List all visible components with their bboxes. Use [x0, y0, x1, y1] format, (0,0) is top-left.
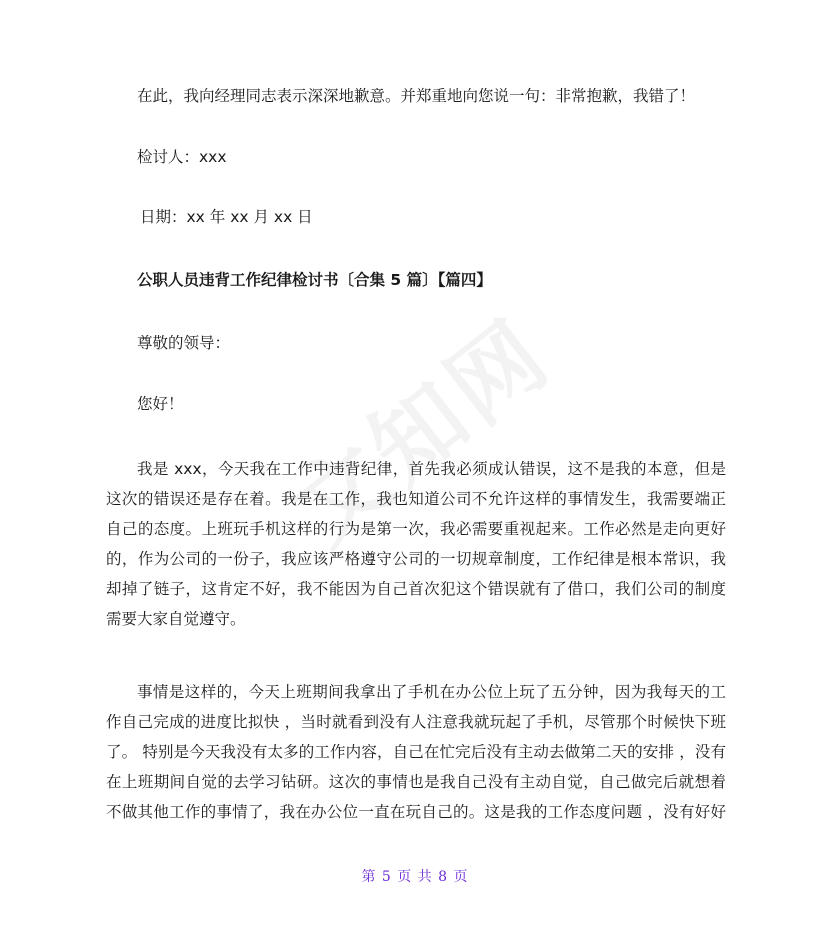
paragraph-2-line: 不做其他工作的事情了，我在办公位一直在玩自己的。这是我的工作态度问题 ，没有好好: [106, 803, 726, 821]
paragraph-1-line: 需要大家自觉遵守。: [106, 610, 246, 628]
paragraph-1-line: 却掉了链子，这肯定不好，我不能因为自己首次犯这个错误就有了借口，我们公司的制度: [106, 580, 726, 598]
apology-line: 在此，我向经理同志表示深深地歉意。并郑重地向您说一句：非常抱歉，我错了！: [137, 87, 696, 105]
reviewer-line: 检讨人：xxx: [137, 148, 227, 166]
paragraph-2: [106, 677, 726, 827]
paragraph-1-line: 自己的态度。上班玩手机这样的行为是第一次，我必需要重视起来。工作必然是走向更好: [106, 520, 726, 538]
paragraph-2-line: 了。 特别是今天我没有太多的工作内容，自己在忙完后没有主动去做第二天的安排 ，没有: [106, 743, 726, 761]
section-title: 公职人员违背工作纪律检讨书〔合集 5 篇〕【篇四】: [137, 271, 492, 289]
paragraph-1-line: 我是 xxx，今天我在工作中违背纪律，首先我必须成认错误，这不是我的本意，但是: [137, 460, 726, 478]
paragraph-2-line: 在上班期间自觉的去学习钻研。这次的事情也是我自己没有主动自觉，自己做完后就想着: [106, 773, 726, 791]
greeting: 您好！: [137, 395, 184, 413]
paragraph-2-line: 事情是这样的，今天上班期间我拿出了手机在办公位上玩了五分钟，因为我每天的工: [137, 683, 726, 701]
salutation: 尊敬的领导：: [137, 334, 231, 352]
paragraph-2-line: 作自己完成的进度比拟快 ，当时就看到没有人注意我就玩起了手机，尽管那个时候快下班: [106, 713, 726, 731]
paragraph-1-line: 的，作为公司的一份子，我应该严格遵守公司的一切规章制度，工作纪律是根本常识，我: [106, 550, 726, 568]
page-number-footer: 第 5 页 共 8 页: [361, 869, 469, 885]
paragraph-1: [106, 454, 726, 634]
date-line: 日期：xx 年 xx 月 xx 日: [140, 208, 313, 226]
paragraph-1-line: 这次的错误还是存在着。我是在工作，我也知道公司不允许这样的事情发生，我需要端正: [106, 490, 726, 508]
